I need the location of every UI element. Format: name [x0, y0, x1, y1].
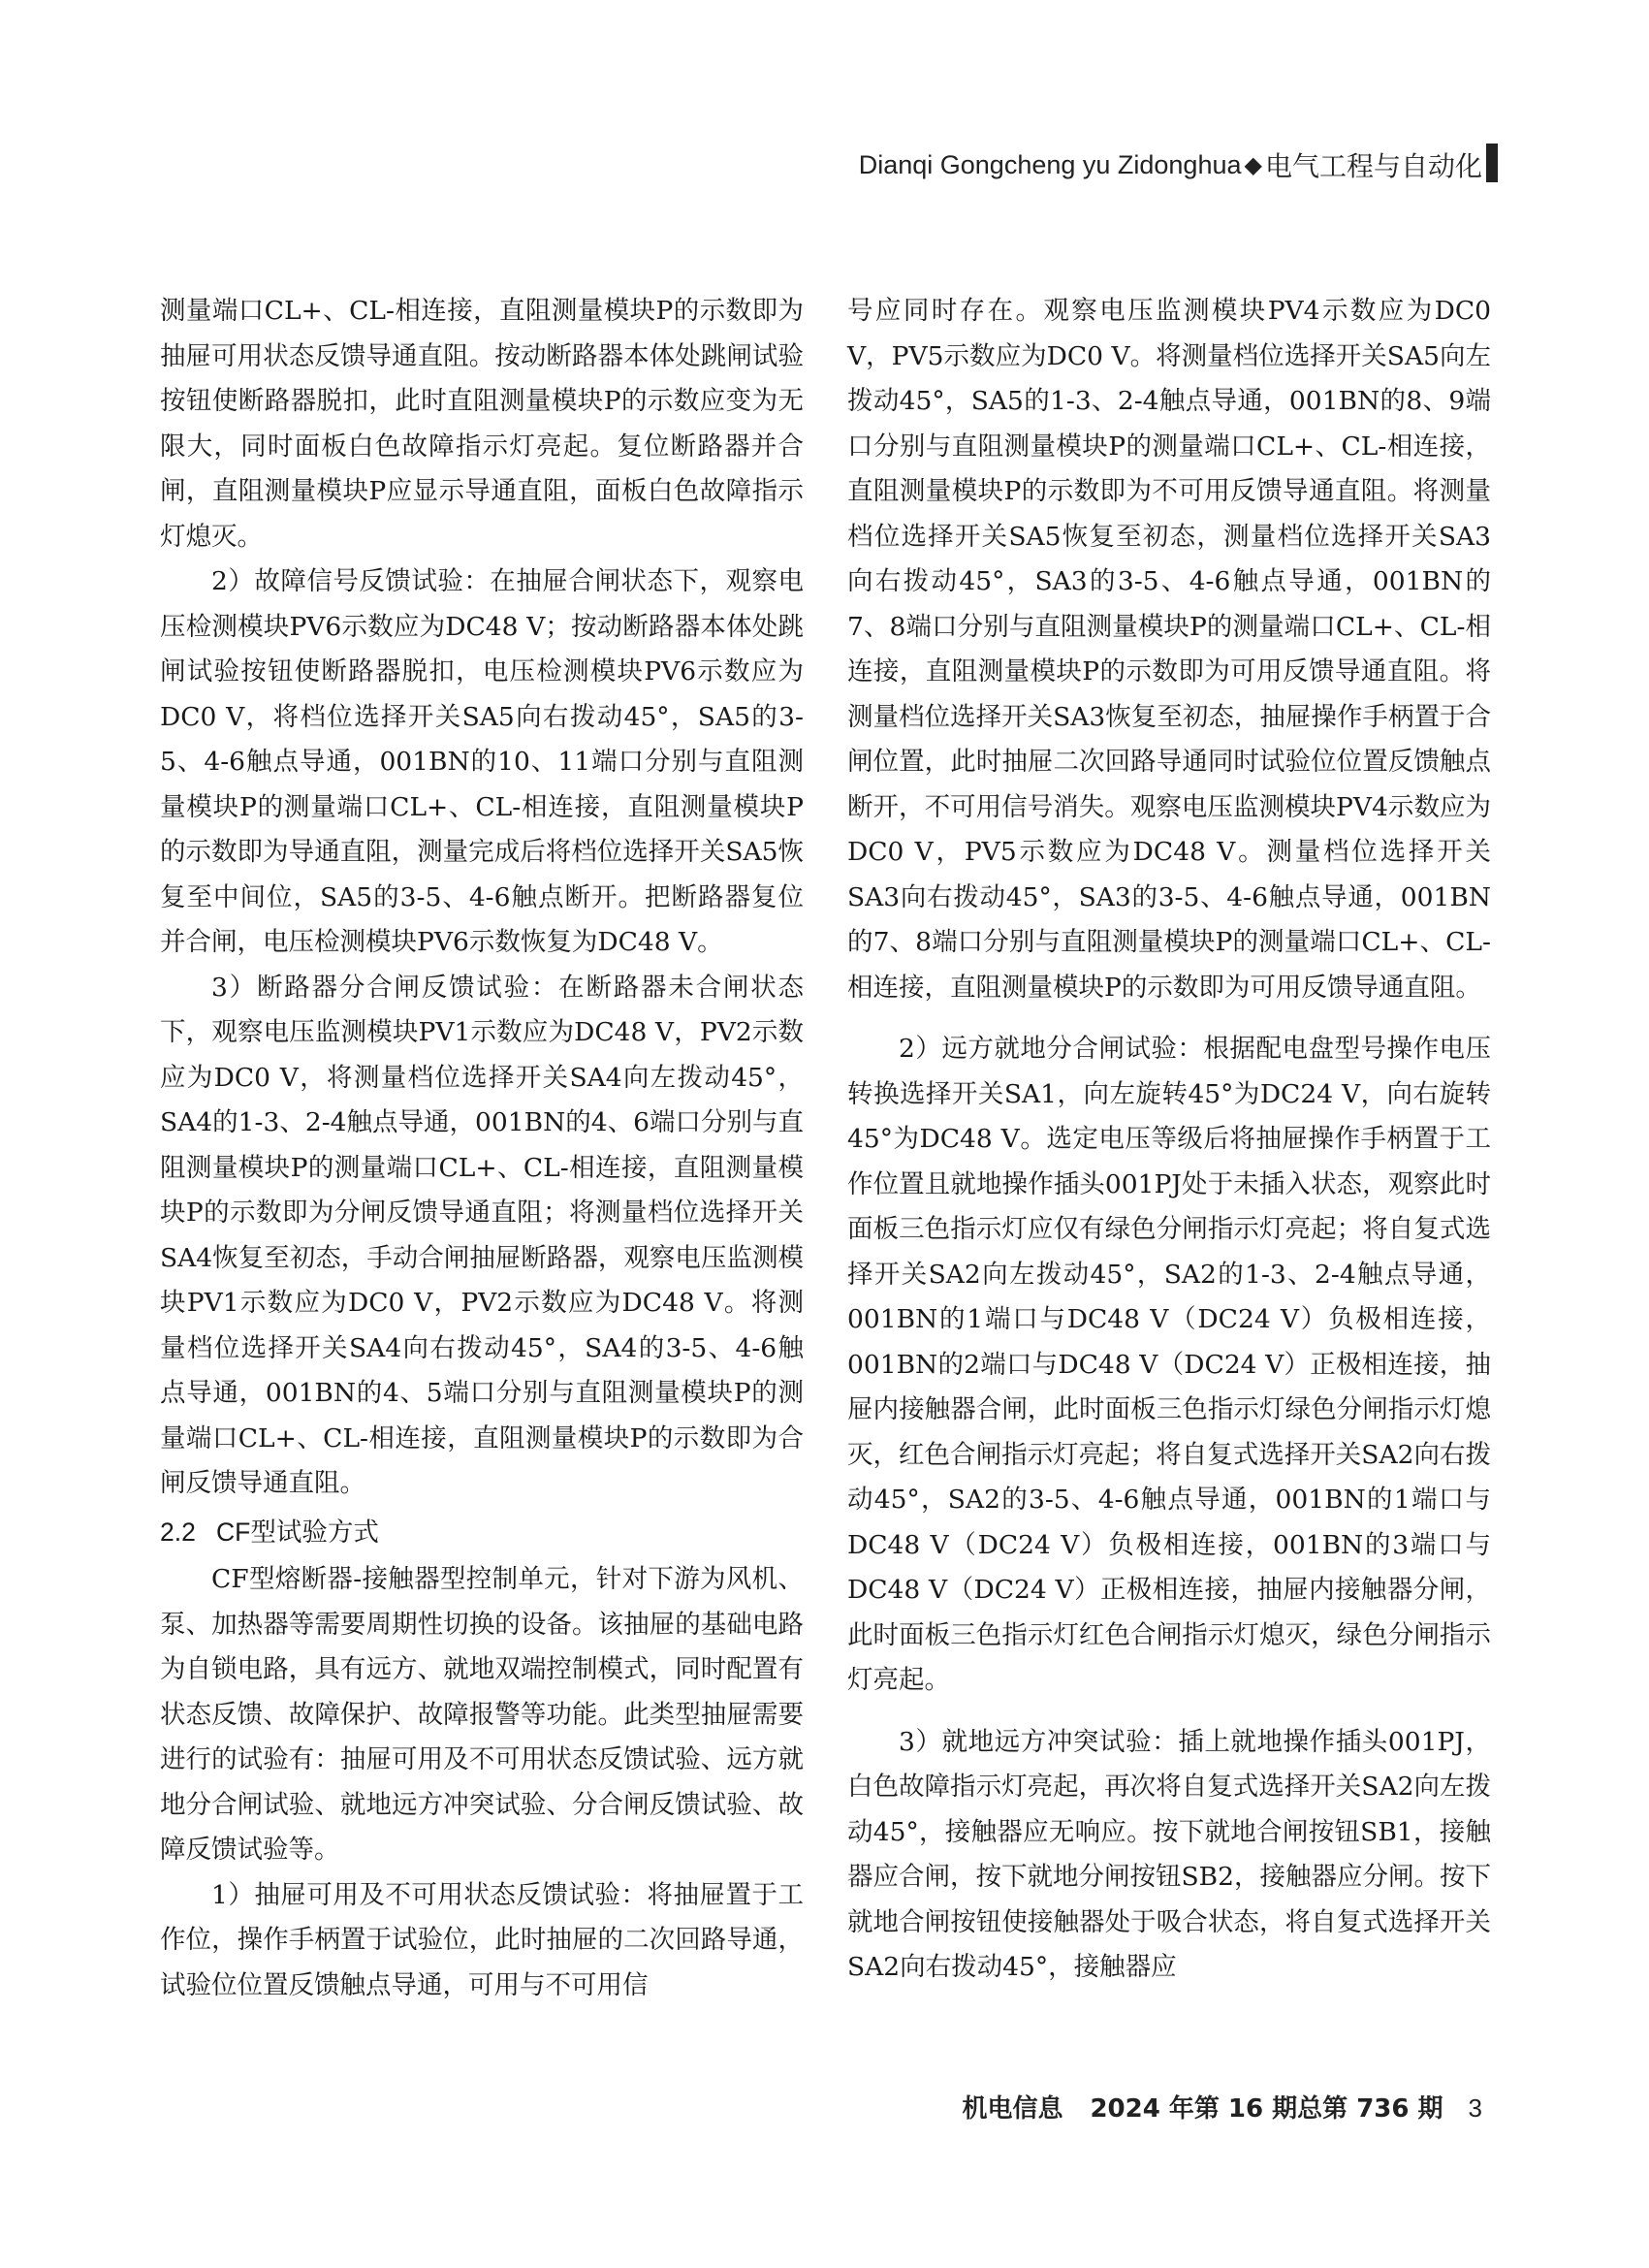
footer-issue: 2024 年第 16 期总第 736 期: [1090, 2094, 1443, 2124]
page-footer: [962, 2089, 1482, 2124]
paragraph: 测量端口CL+、CL-相连接，直阻测量模块P的示数即为抽屉可用状态反馈导通直阻。按动断路器本体处跳闸试验按钮使断路器脱扣，此时直阻测量模块P的示数应变为无限大，同时面板白色故障指示灯亮起。复位断路器并合闸，直阻测量模块P应显示导通直阻，面板白色故障指示灯熄灭。: [160, 296, 804, 552]
paragraph: 2）远方就地分合闸试验：根据配电盘型号操作电压转换选择开关SA1，向左旋转45°为DC24 V，向右旋转45°为DC48 V。选定电压等级后将抽屉操作手柄置于工作位置且就地操作插头001PJ处于未插入状态，观察此时面板三色指示灯应仅有绿色分闸指示灯亮起；将自复式选择开关SA2向左拨动45°，SA2的1-3、2-4触点导通，001BN的1端口与DC48 V（DC24 V）负极相连接，001BN的2端口与DC48 V（DC24 V）正极相连接，抽屉内接触器合闸，此时面板三色指示灯绿色分闸指示灯熄灭，红色合闸指示灯亮起；将自复式选择开关SA2向右拨动45°，SA2的3-5、4-6触点导通，001BN的1端口与DC48 V（DC24 V）负极相连接，001BN的3端口与DC48 V（DC24 V）正极相连接，抽屉内接触器分闸，此时面板三色指示灯红色合闸指示灯熄灭，绿色分闸指示灯亮起。: [847, 1034, 1491, 1695]
header-bar: [1486, 144, 1498, 182]
journal-title-cn: 电气工程与自动化: [1264, 150, 1482, 182]
journal-pinyin: Dianqi Gongcheng yu Zidonghua: [858, 149, 1242, 179]
section-title: CF型试验方式: [216, 1517, 379, 1547]
section-number: 2.2: [160, 1517, 196, 1547]
right-column: [847, 289, 1491, 1991]
paragraph: 1）抽屉可用及不可用状态反馈试验：将抽屉置于工作位，操作手柄置于试验位，此时抽屉的二次回路导通，试验位位置反馈触点导通，可用与不可用信: [160, 1879, 804, 2000]
footer-journal: 机电信息: [962, 2094, 1063, 2124]
paragraph: 3）断路器分合闸反馈试验：在断路器未合闸状态下，观察电压监测模块PV1示数应为DC48 V，PV2示数应为DC0 V，将测量档位选择开关SA4向左拨动45°，SA4的1-3、2-4触点导通，001BN的4、6端口分别与直阻测量模块P的测量端口CL+、CL-相连接，直阻测量模块P的示数即为分闸反馈导通直阻；将测量档位选择开关SA4恢复至初态，手动合闸抽屉断路器，观察电压监测模块PV1示数应为DC0 V，PV2示数应为DC48 V。将测量档位选择开关SA4向右拨动45°，SA4的3-5、4-6触点导通，001BN的4、5端口分别与直阻测量模块P的测量端口CL+、CL-相连接，直阻测量模块P的示数即为合闸反馈导通直阻。: [160, 972, 804, 1498]
diamond-separator-icon: ◆: [1244, 151, 1262, 178]
paragraph: 2）故障信号反馈试验：在抽屉合闸状态下，观察电压检测模块PV6示数应为DC48 V；按动断路器本体处跳闸试验按钮使断路器脱扣，电压检测模块PV6示数应为DC0 V，将档位选择开关SA5向右拨动45°，SA5的3-5、4-6触点导通，001BN的10、11端口分别与直阻测量模块P的测量端口CL+、CL-相连接，直阻测量模块P的示数即为导通直阻，测量完成后将档位选择开关SA5恢复至中间位，SA5的3-5、4-6触点断开。把断路器复位并合闸，电压检测模块PV6示数恢复为DC48 V。: [160, 566, 804, 957]
paragraph: 号应同时存在。观察电压监测模块PV4示数应为DC0 V，PV5示数应为DC0 V。将测量档位选择开关SA5向左拨动45°，SA5的1-3、2-4触点导通，001BN的8、9端口分别与直阻测量模块P的测量端口CL+、CL-相连接，直阻测量模块P的示数即为不可用反馈导通直阻。将测量档位选择开关SA5恢复至初态，测量档位选择开关SA3向右拨动45°，SA3的3-5、4-6触点导通，001BN的7、8端口分别与直阻测量模块P的测量端口CL+、CL-相连接，直阻测量模块P的示数即为可用反馈导通直阻。将测量档位选择开关SA3恢复至初态，抽屉操作手柄置于合闸位置，此时抽屉二次回路导通同时试验位位置反馈触点断开，不可用信号消失。观察电压监测模块PV4示数应为DC0 V，PV5示数应为DC48 V。测量档位选择开关SA3向右拨动45°，SA3的3-5、4-6触点导通，001BN的7、8端口分别与直阻测量模块P的测量端口CL+、CL-相连接，直阻测量模块P的示数即为可用反馈导通直阻。: [847, 296, 1491, 1003]
running-header: [859, 145, 1482, 184]
paragraph: 3）就地远方冲突试验：插上就地操作插头001PJ，白色故障指示灯亮起，再次将自复式选择开关SA2向左拨动45°，接触器应无响应。按下就地合闸按钮SB1，接触器应合闸，按下就地分闸按钮SB2，接触器应分闸。按下就地合闸按钮使接触器处于吸合状态，将自复式选择开关SA2向右拨动45°，接触器应: [847, 1726, 1491, 1982]
paragraph: CF型熔断器-接触器型控制单元，针对下游为风机、泵、加热器等需要周期性切换的设备。该抽屉的基础电路为自锁电路，具有远方、就地双端控制模式，同时配置有状态反馈、故障保护、故障报警等功能。此类型抽屉需要进行的试验有：抽屉可用及不可用状态反馈试验、远方就地分合闸试验、就地远方冲突试验、分合闸反馈试验、故障反馈试验等。: [160, 1564, 804, 1865]
left-column: [160, 289, 804, 2008]
page-number: 3: [1468, 2093, 1482, 2123]
section-heading: [160, 1510, 804, 1555]
